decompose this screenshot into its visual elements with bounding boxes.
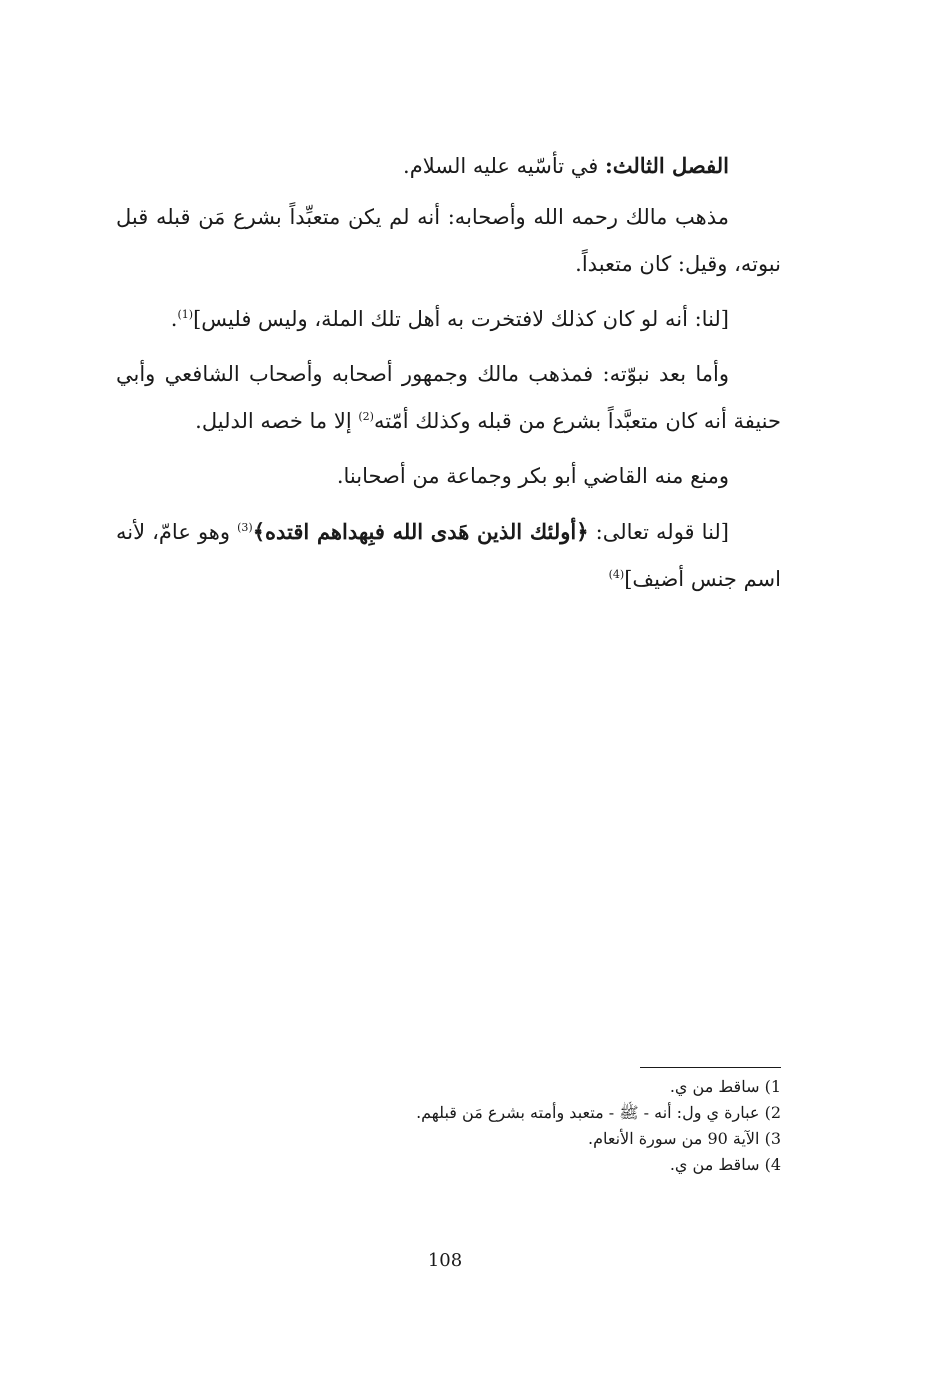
footnotes xyxy=(200,1074,781,1178)
paragraph-1: مذهب مالك رحمه الله وأصحابه: أنه لم يكن متعبِّداً بشرع مَن قبله قبل نبوته، وقيل: كان متعبداً. xyxy=(116,205,781,276)
chapter-title xyxy=(116,142,781,190)
footnote-ref-3: (3) xyxy=(237,521,253,534)
paragraph-2-text: [لنا: أنه لو كان كذلك لافتخرت به أهل تلك الملة، وليس فليس] xyxy=(193,307,729,331)
paragraph-2-end: . xyxy=(170,307,178,331)
paragraph-4: ومنع منه القاضي أبو بكر وجماعة من أصحابنا. xyxy=(336,464,729,488)
paragraph-3-text: وأما بعد نبوّته: فمذهب مالك وجمهور أصحابه وأصحاب الشافعي وأبي حنيفة أنه كان متعبَّداً بشرع من قبله وكذلك أمّته xyxy=(116,362,781,433)
footnote-2: 2) عبارة ي ول: أنه - ﷺ - متعبد وأمته بشرع مَن قبلهم. xyxy=(416,1103,781,1122)
footnote-ref-4: (4) xyxy=(608,568,625,581)
footnote-3: 3) الآية 90 من سورة الأنعام. xyxy=(588,1129,781,1148)
footnote-ref-2: (2) xyxy=(358,410,374,423)
paragraph-2 xyxy=(116,296,781,343)
main-text xyxy=(116,142,781,611)
quran-verse: ﴿أولئك الذين هَدى الله فبِهداهم اقتده﴾ xyxy=(252,519,589,544)
chapter-heading: الفصل الثالث: xyxy=(604,153,729,178)
footnote-1: 1) ساقط من ي. xyxy=(669,1077,781,1096)
paragraph-3 xyxy=(116,351,781,445)
paragraph-5-middle: وهو عامّ، لأنه اسم جنس أضيف] xyxy=(116,520,781,591)
paragraph-3-end: إلا ما خصه الدليل. xyxy=(195,409,359,433)
footnote-divider xyxy=(640,1067,781,1068)
paragraph-5 xyxy=(116,508,781,603)
paragraph-5-start: [لنا قوله تعالى: xyxy=(588,520,730,544)
footnote-4: 4) ساقط من ي. xyxy=(669,1155,781,1174)
page-number: 108 xyxy=(427,1250,463,1271)
chapter-title-rest: في تأسّيه عليه السلام. xyxy=(403,154,605,178)
footnote-ref-1: (1) xyxy=(177,308,194,321)
